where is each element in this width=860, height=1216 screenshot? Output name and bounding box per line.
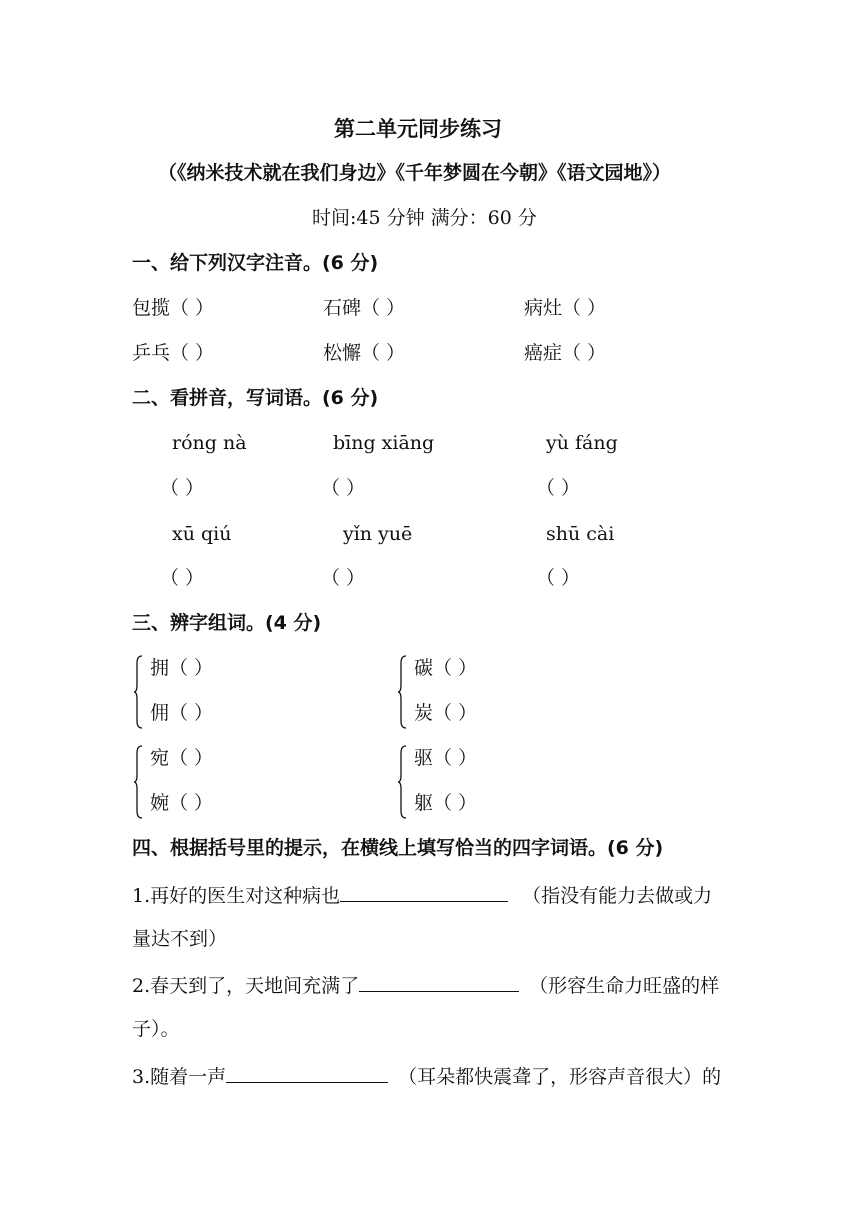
page-title: 第二单元同步练习 bbox=[334, 117, 502, 141]
fill-blank-line[interactable] bbox=[359, 971, 519, 992]
phonetic-item: 乒乓（ ） bbox=[132, 342, 215, 364]
brace-icon bbox=[133, 655, 143, 729]
question-hint: （耳朵都快震聋了，形容声音很大）的 bbox=[398, 1066, 722, 1088]
pinyin-label: shū cài bbox=[546, 523, 615, 545]
fill-blank-line[interactable] bbox=[226, 1062, 388, 1083]
fill-blank-line[interactable] bbox=[340, 881, 508, 902]
word-group-item: 躯（ ） bbox=[414, 792, 478, 814]
word-group-item: 炭（ ） bbox=[414, 702, 478, 724]
brace-icon bbox=[397, 745, 407, 819]
pinyin-label: yǐn yuē bbox=[343, 523, 413, 545]
brace-icon bbox=[133, 745, 143, 819]
section1-heading: 一、给下列汉字注音。(6 分) bbox=[132, 252, 379, 274]
question-hint: （指没有能力去做或力 bbox=[522, 885, 713, 907]
question-text: 1.再好的医生对这种病也 bbox=[132, 885, 341, 907]
pinyin-label: bīng xiāng bbox=[333, 432, 435, 454]
question-hint: （形容生命力旺盛的样 bbox=[529, 975, 720, 997]
answer-blank[interactable]: （ ） bbox=[536, 567, 581, 589]
phonetic-item: 石碑（ ） bbox=[323, 297, 406, 319]
phonetic-item: 癌症（ ） bbox=[524, 342, 607, 364]
phonetic-item: 病灶（ ） bbox=[524, 297, 607, 319]
answer-blank[interactable]: （ ） bbox=[321, 567, 366, 589]
word-group-item: 婉（ ） bbox=[150, 792, 214, 814]
section2-heading: 二、看拼音，写词语。(6 分) bbox=[132, 387, 379, 409]
question-1 bbox=[132, 881, 712, 909]
question-text: 3.随着一声 bbox=[132, 1066, 227, 1088]
time-info: 时间:45 分钟 满分：60 分 bbox=[312, 207, 537, 229]
pinyin-label: róng nà bbox=[172, 432, 247, 454]
answer-blank[interactable]: （ ） bbox=[321, 477, 366, 499]
brace-icon bbox=[397, 655, 407, 729]
word-group-item: 宛（ ） bbox=[150, 747, 214, 769]
word-group-item: 佣（ ） bbox=[150, 702, 214, 724]
section3-heading: 三、辨字组词。(4 分) bbox=[132, 612, 322, 634]
pinyin-label: yù fáng bbox=[546, 432, 618, 454]
question-3 bbox=[132, 1062, 721, 1090]
question-text-continued: 子）。 bbox=[132, 1018, 180, 1040]
section4-heading: 四、根据括号里的提示，在横线上填写恰当的四字词语。(6 分) bbox=[132, 837, 664, 859]
word-group-item: 拥（ ） bbox=[150, 657, 214, 679]
question-2 bbox=[132, 971, 719, 999]
question-text-continued: 量达不到） bbox=[132, 928, 228, 950]
phonetic-item: 松懈（ ） bbox=[323, 342, 406, 364]
pinyin-label: xū qiú bbox=[172, 523, 232, 545]
answer-blank[interactable]: （ ） bbox=[160, 567, 205, 589]
answer-blank[interactable]: （ ） bbox=[536, 477, 581, 499]
phonetic-item: 包揽（ ） bbox=[132, 297, 215, 319]
question-text: 2.春天到了，天地间充满了 bbox=[132, 975, 360, 997]
word-group-item: 驱（ ） bbox=[414, 747, 478, 769]
page-subtitle: （《纳米技术就在我们身边》《千年梦圆在今朝》《语文园地》） bbox=[158, 162, 672, 184]
answer-blank[interactable]: （ ） bbox=[160, 477, 205, 499]
word-group-item: 碳（ ） bbox=[414, 657, 478, 679]
